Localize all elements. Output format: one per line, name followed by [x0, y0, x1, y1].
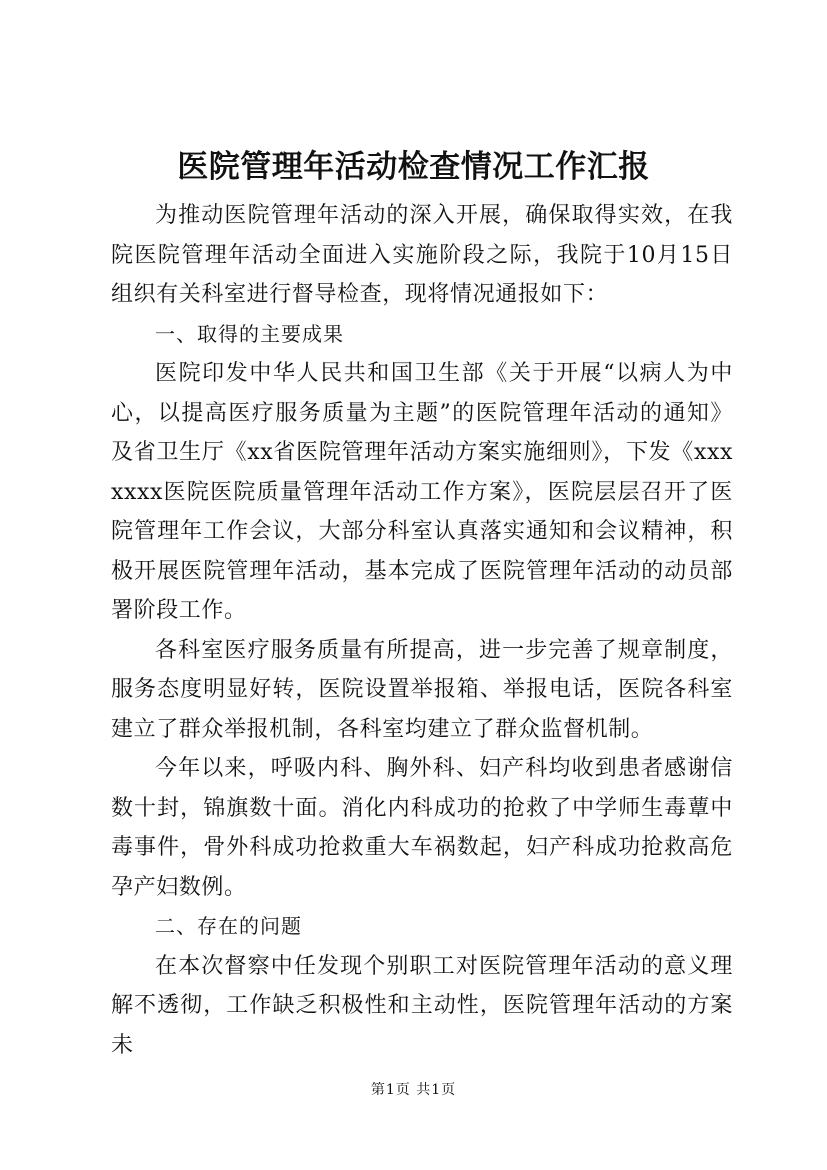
problem-paragraph: 在本次督察中任发现个别职工对医院管理年活动的意义理解不透彻，工作缺乏积极性和主动性，医院管理年活动的方案未: [111, 953, 733, 1058]
intro-paragraph: 为推动医院管理年活动的深入开展，确保取得实效，在我院医院管理年活动全面进入实施阶段之际，我院于10月15日组织有关科室进行督导检查，现将情况通报如下：: [111, 203, 733, 307]
section-heading-problems: 二、存在的问题: [155, 914, 302, 938]
page-number-footer: 第1页 共1页: [370, 1082, 457, 1098]
section-heading-achievements: 一、取得的主要成果: [155, 321, 344, 346]
document-body: [111, 196, 733, 1065]
document-title: 医院管理年活动检查情况工作汇报: [177, 149, 650, 185]
achievement-paragraph: 今年以来，呼吸内科、胸外科、妇产科均收到患者感谢信数十封，锦旗数十面。消化内科成功的抢救了中学师生毒蕈中毒事件，骨外科成功抢救重大车祸数起，妇产科成功抢救高危孕产妇数例。: [111, 756, 733, 900]
achievement-paragraph: 医院印发中华人民共和国卫生部《关于开展“以病人为中心，以提高医疗服务质量为主题”的医院管理年活动的通知》及省卫生厅《xx省医院管理年活动方案实施细则》，下发《xxxxxxx医院医院质量管理年活动工作方案》，医院层层召开了医院管理年工作会议，大部分科室认真落实通知和会议精神，积极开展医院管理年活动，基本完成了医院管理年活动的动员部署阶段工作。: [111, 361, 733, 623]
achievement-paragraph: 各科室医疗服务质量有所提高，进一步完善了规章制度，服务态度明显好转，医院设置举报箱、举报电话，医院各科室建立了群众举报机制，各科室均建立了群众监督机制。: [111, 637, 733, 742]
